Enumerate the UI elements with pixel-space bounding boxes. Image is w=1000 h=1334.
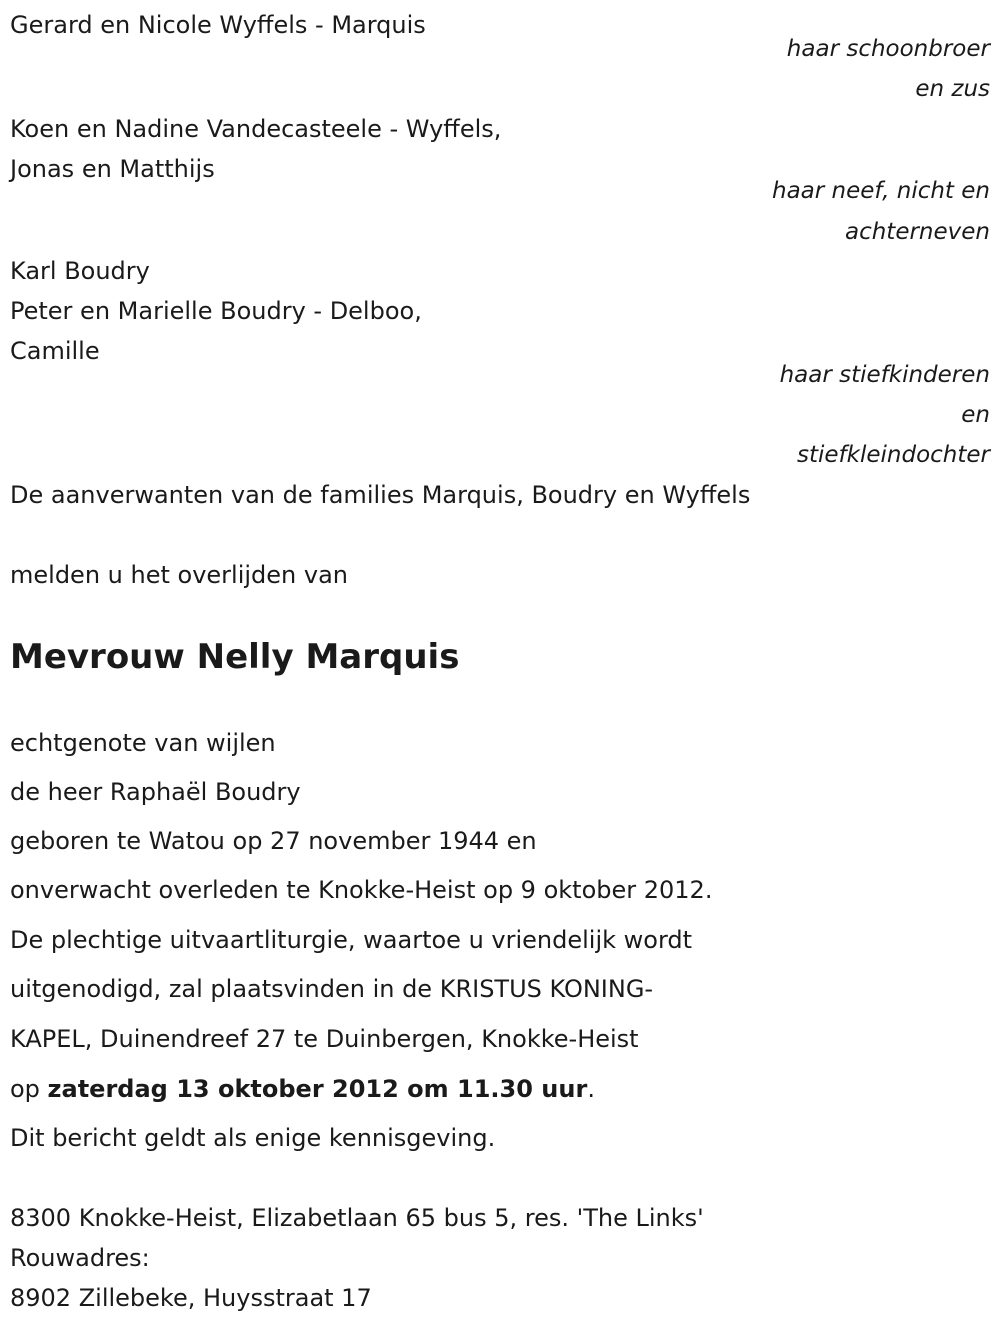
- family-relation-line: stiefkleindochter: [797, 442, 990, 468]
- ceremony-suffix: .: [587, 1075, 595, 1103]
- ceremony-prefix: op: [10, 1075, 48, 1103]
- notice-line: Dit bericht geldt als enige kennisgeving.: [10, 1124, 496, 1152]
- family-relation-line: haar schoonbroer: [786, 36, 990, 62]
- family-name-line: Camille: [10, 337, 100, 365]
- family-relation-line: en: [961, 402, 990, 428]
- detail-line: onverwacht overleden te Knokke-Heist op 9 oktober 2012.: [10, 876, 713, 904]
- detail-line: de heer Raphaël Boudry: [10, 778, 301, 806]
- detail-line: De plechtige uitvaartliturgie, waartoe u vriendelijk wordt: [10, 926, 693, 954]
- family-name-line: Koen en Nadine Vandecasteele - Wyffels,: [10, 115, 502, 143]
- family-name-line: Jonas en Matthijs: [10, 155, 215, 183]
- residence-address: 8300 Knokke-Heist, Elizabetlaan 65 bus 5, res. 'The Links': [10, 1204, 704, 1232]
- ceremony-line: [10, 1074, 595, 1104]
- detail-line: echtgenote van wijlen: [10, 729, 276, 757]
- family-relation-line: en zus: [915, 76, 990, 102]
- mourning-address-label: Rouwadres:: [10, 1244, 150, 1272]
- detail-line: KAPEL, Duinendreef 27 te Duinbergen, Knokke-Heist: [10, 1025, 639, 1053]
- mourning-address: 8902 Zillebeke, Huysstraat 17: [10, 1284, 372, 1312]
- family-name-line: Karl Boudry: [10, 257, 150, 285]
- relatives-line: De aanverwanten van de families Marquis, Boudry en Wyffels: [10, 481, 751, 509]
- family-name-line: Peter en Marielle Boudry - Delboo,: [10, 297, 422, 325]
- deceased-name: Mevrouw Nelly Marquis: [10, 637, 460, 677]
- family-relation-line: haar neef, nicht en: [772, 178, 990, 204]
- family-relation-line: achterneven: [844, 219, 990, 245]
- family-name-line: Gerard en Nicole Wyffels - Marquis: [10, 11, 426, 39]
- ceremony-date: zaterdag 13 oktober 2012 om 11.30 uur: [47, 1075, 588, 1103]
- detail-line: uitgenodigd, zal plaatsvinden in de KRISTUS KONING-: [10, 975, 654, 1003]
- detail-line: geboren te Watou op 27 november 1944 en: [10, 827, 537, 855]
- announcement: melden u het overlijden van: [10, 561, 348, 589]
- family-relation-line: haar stiefkinderen: [779, 362, 990, 388]
